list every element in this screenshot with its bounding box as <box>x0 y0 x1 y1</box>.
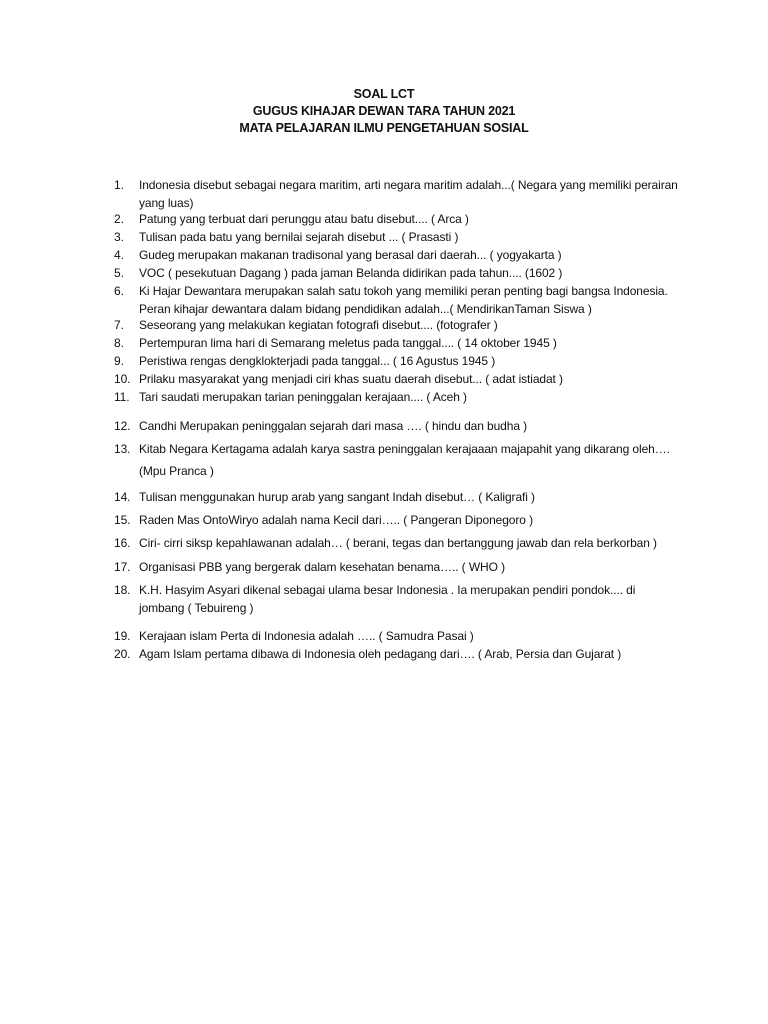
question-text <box>139 229 679 247</box>
question-number: 9. <box>114 354 124 368</box>
question-number: 15. <box>114 513 131 527</box>
question-text-line: Ciri- cirri siksp kepahlawanan adalah… ( berani, tegas dan bertanggung jawab dan rela berkorban ) <box>139 536 657 550</box>
question-text <box>139 582 679 617</box>
question-text <box>139 512 679 530</box>
question-text <box>139 535 679 553</box>
question-number: 16. <box>114 536 131 550</box>
question-number: 20. <box>114 647 131 661</box>
question-text <box>139 317 679 335</box>
question-text <box>139 646 679 664</box>
header-subject: MATA PELAJARAN ILMU PENGETAHUAN SOSIAL <box>239 121 529 135</box>
question-text-line: Agam Islam pertama dibawa di Indonesia oleh pedagang dari…. ( Arab, Persia dan Gujarat ) <box>139 647 622 661</box>
question-text-line: Kerajaan islam Perta di Indonesia adalah ….. ( Samudra Pasai ) <box>139 629 474 643</box>
question-number: 8. <box>114 336 124 350</box>
question-text <box>139 283 679 318</box>
question-text <box>139 489 679 507</box>
question-text <box>139 247 679 265</box>
question-text <box>139 628 679 646</box>
question-number: 13. <box>114 442 131 456</box>
header-title: SOAL LCT <box>353 87 415 101</box>
question-text-line: Gudeg merupakan makanan tradisonal yang berasal dari daerah... ( yogyakarta ) <box>139 248 562 262</box>
question-number: 7. <box>114 318 124 332</box>
question-text-line: yang luas) <box>139 195 194 210</box>
question-text <box>139 441 679 481</box>
question-number: 12. <box>114 419 131 433</box>
question-text-line: Tari saudati merupakan tarian peninggalan kerajaan.... ( Aceh ) <box>139 390 467 404</box>
question-text <box>139 335 679 353</box>
question-text-line: Tulisan pada batu yang bernilai sejarah disebut ... ( Prasasti ) <box>139 230 459 244</box>
question-text-line: Patung yang terbuat dari perunggu atau batu disebut.... ( Arca ) <box>139 212 469 226</box>
question-number: 11. <box>114 390 130 404</box>
question-text-line: (Mpu Pranca ) <box>139 464 214 478</box>
question-text-line: VOC ( pesekutuan Dagang ) pada jaman Belanda didirikan pada tahun.... (1602 ) <box>139 266 563 280</box>
question-number: 18. <box>114 583 131 597</box>
question-text <box>139 371 679 389</box>
question-number: 17. <box>114 560 131 574</box>
question-number: 3. <box>114 230 124 244</box>
question-number: 14. <box>114 490 131 504</box>
question-number: 2. <box>114 212 124 226</box>
question-text <box>139 177 679 212</box>
question-text-line: K.H. Hasyim Asyari dikenal sebagai ulama besar Indonesia . Ia merupakan pendiri pondok.... di <box>139 583 636 597</box>
question-text-line: jombang ( Tebuireng ) <box>139 600 254 615</box>
question-text-line: Peristiwa rengas dengklokterjadi pada tanggal... ( 16 Agustus 1945 ) <box>139 354 496 368</box>
question-text-line: Tulisan menggunakan hurup arab yang sangant Indah disebut… ( Kaligrafi ) <box>139 490 535 504</box>
header-subtitle: GUGUS KIHAJAR DEWAN TARA TAHUN 2021 <box>252 104 516 118</box>
question-text <box>139 418 679 436</box>
question-text-line: Candhi Merupakan peninggalan sejarah dari masa …. ( hindu dan budha ) <box>139 419 528 433</box>
question-number: 19. <box>114 629 131 643</box>
question-number: 6. <box>114 284 124 298</box>
question-text-line: Ki Hajar Dewantara merupakan salah satu tokoh yang memiliki peran penting bagi bangsa Indonesia. <box>139 284 668 298</box>
question-text-line: Peran kihajar dewantara dalam bidang pendidikan adalah...( MendirikanTaman Siswa ) <box>139 301 592 316</box>
question-number: 4. <box>114 248 124 262</box>
question-text <box>139 559 679 577</box>
question-text <box>139 353 679 371</box>
question-text-line: Seseorang yang melakukan kegiatan fotografi disebut.... (fotografer ) <box>139 318 498 332</box>
question-number: 10. <box>114 372 131 386</box>
question-text <box>139 211 679 229</box>
question-number: 5. <box>114 266 124 280</box>
question-text-line: Prilaku masyarakat yang menjadi ciri khas suatu daerah disebut... ( adat istiadat ) <box>139 372 563 386</box>
question-text <box>139 265 679 283</box>
question-text-line: Organisasi PBB yang bergerak dalam kesehatan benama….. ( WHO ) <box>139 560 505 574</box>
question-text-line: Pertempuran lima hari di Semarang meletus pada tanggal.... ( 14 oktober 1945 ) <box>139 336 557 350</box>
document-header <box>0 86 768 137</box>
question-text-line: Indonesia disebut sebagai negara maritim, arti negara maritim adalah...( Negara yang memiliki perairan <box>139 178 678 192</box>
question-text-line: Kitab Negara Kertagama adalah karya sastra peninggalan kerajaaan majapahit yang dikarang oleh…. <box>139 442 670 456</box>
question-text-line: Raden Mas OntoWiryo adalah nama Kecil dari….. ( Pangeran Diponegoro ) <box>139 513 533 527</box>
question-text <box>139 389 679 407</box>
question-number: 1. <box>114 178 124 192</box>
